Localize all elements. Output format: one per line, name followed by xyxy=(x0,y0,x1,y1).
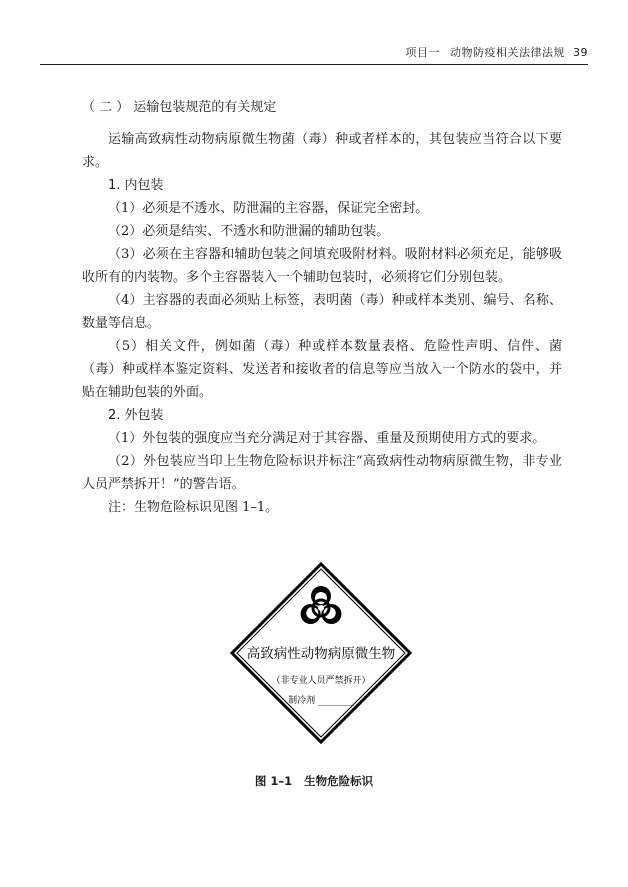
section-title: （ 二 ） 运输包装规范的有关规定 xyxy=(82,100,277,115)
caption-text: 生物危险标识 xyxy=(304,774,374,788)
running-head-title: 动物防疫相关法律法规 xyxy=(450,46,565,59)
intro-paragraph: 运输高致病性动物病原微生物菌（毒）种或者样本的，其包装应当符合以下要求。 xyxy=(82,132,562,170)
outer-item: （1）外包装的强度应当充分满足对于其容器、重量及预期使用方式的要求。 xyxy=(108,431,546,446)
biohazard-diamond xyxy=(228,560,414,746)
running-head-project: 项目一 xyxy=(405,46,440,59)
figure-caption xyxy=(0,773,628,789)
label-main-text: 高致病性动物病原微生物 xyxy=(246,646,396,662)
page-header xyxy=(0,0,628,64)
inner-item: （4）主容器的表面必须贴上标签，表明菌（毒）种或样本类别、编号、名称、数量等信息。 xyxy=(82,293,562,331)
outer-item: （2）外包装应当印上生物危险标识并标注“高致病性动物病原微生物，非专业人员严禁拆开！”的警告语。 xyxy=(82,454,562,492)
refrigerant-text: 制冷剂 ________ xyxy=(288,696,354,706)
caption-number: 图 1–1 xyxy=(254,774,293,788)
biohazard-label-figure xyxy=(0,560,628,760)
body-text xyxy=(82,96,562,519)
inner-item: （2）必须是结实、不透水和防泄漏的辅助包装。 xyxy=(108,224,390,239)
running-head xyxy=(406,44,589,60)
header-rule xyxy=(40,64,588,65)
inner-packaging-heading: 1. 内包装 xyxy=(108,178,164,193)
label-sub-text: （非专业人员严禁拆开） xyxy=(271,676,371,686)
figure-note: 注：生物危险标识见图 1–1。 xyxy=(108,500,279,515)
inner-item: （5）相关文件，例如菌（毒）种或样本数量表格、危险性声明、信件、菌（毒）种或样本鉴定资料、发送者和接收者的信息等应当放入一个防水的袋中，并贴在辅助包装的外面。 xyxy=(82,339,562,400)
outer-packaging-heading: 2. 外包装 xyxy=(108,408,164,423)
inner-item: （1）必须是不透水、防泄漏的主容器，保证完全密封。 xyxy=(108,201,429,216)
inner-item: （3）必须在主容器和辅助包装之间填充吸附材料。吸附材料必须充足，能够吸收所有的内装物。多个主容器装入一个辅助包装时，必须将它们分别包装。 xyxy=(82,247,562,285)
page-number: 39 xyxy=(573,46,588,59)
